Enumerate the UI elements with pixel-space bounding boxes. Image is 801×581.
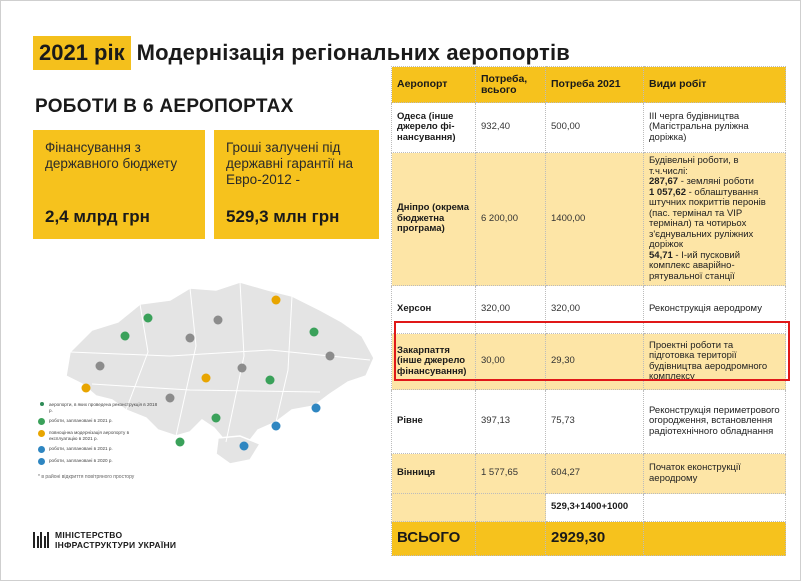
cell-works: Реконструкція периметрового огородження, встановлення радіотехнічного обладнання (644, 390, 786, 454)
cell-need-2021: 500,00 (546, 103, 644, 153)
airport-marker (214, 316, 223, 325)
airport-marker (82, 384, 91, 393)
title-year: 2021 рік (33, 36, 131, 70)
works-value: 54,71 (649, 249, 673, 261)
airport-marker (238, 364, 247, 373)
cell-works: ІІІ черга будівництва (Магістральна руліжна доріжка) (644, 103, 786, 153)
funding-box-guarantee (214, 130, 379, 239)
header-airport: Аеропорт (392, 67, 476, 103)
airport-marker (144, 314, 153, 323)
airports-table (391, 66, 786, 556)
cell-airport: Херсон (392, 286, 476, 334)
cell-need-2021: 1400,00 (546, 153, 644, 286)
works-intro: Будівельні роботи, в т.ч.числі: (649, 155, 739, 177)
airport-marker (166, 394, 175, 403)
cell-need-2021: 75,73 (546, 390, 644, 454)
legend-item (38, 418, 158, 425)
header-works: Види робіт (644, 67, 786, 103)
ministry-name-line1: МІНІСТЕРСТВО (55, 530, 123, 540)
cell-need-total: 1 577,65 (476, 454, 546, 494)
airport-marker (312, 404, 321, 413)
cell-works: Реконструкція аеродрому (644, 286, 786, 334)
airport-marker (202, 374, 211, 383)
airport-marker (310, 328, 319, 337)
legend-text: роботи, заплановані в 2021 р. (49, 446, 113, 451)
crimea-outline (216, 436, 260, 464)
airport-marker (96, 362, 105, 371)
airport-marker (272, 422, 281, 431)
funding-amount: 529,3 млн грн (226, 207, 340, 226)
table-row (392, 454, 786, 494)
cell-airport: Вінниця (392, 454, 476, 494)
cell-need-total: 6 200,00 (476, 153, 546, 286)
table-row (392, 390, 786, 454)
total-value: 2929,30 (546, 522, 644, 556)
total-label: ВСЬОГО (392, 522, 476, 556)
works-value: 287,67 (649, 176, 679, 187)
header-need-total: Потреба, всього (476, 67, 546, 103)
cell-works: Проектні роботи та підготовка території будівництва аеродромного комплексу (644, 334, 786, 390)
legend-dot-icon (40, 402, 44, 406)
funding-label: Фінансування з державного бюджету (45, 140, 178, 171)
works-text: - облаштування штучних покриттів перонів (пас. термінал та VIP термінал) та чотирьох з'єднувальних руліжних доріжок (649, 186, 766, 250)
funding-label: Гроші залучені під державні гарантії на Евро-2012 - (226, 140, 354, 187)
cell-airport: Закарпаття (інше джерело фінансування) (392, 334, 476, 390)
header-need-2021: Потреба 2021 (546, 67, 644, 103)
airport-marker (212, 414, 221, 423)
legend-item (38, 430, 158, 441)
ministry-logo (33, 530, 176, 550)
map-footnote: * в районі відкриття повітряного простору (38, 474, 135, 480)
legend-text: роботи, заплановані в 2021 р. (49, 418, 113, 423)
sum-formula: 529,3+1400+1000 (546, 494, 644, 522)
works-text: - І-ий пусковий комплекс аварійно-рятувальної станції (649, 249, 741, 282)
legend-dot-icon (38, 430, 45, 437)
ministry-name-line2: ІНФРАСТРУКТУРИ УКРАЇНИ (55, 540, 177, 550)
cell-need-2021: 29,30 (546, 334, 644, 390)
airport-marker (266, 376, 275, 385)
legend-item (38, 458, 158, 465)
airport-marker (272, 296, 281, 305)
legend-text: аеропорти, в яких проведена реконструкція в 2018 р. (49, 402, 158, 413)
funding-amount: 2,4 млрд грн (45, 207, 150, 226)
funding-box-budget (33, 130, 205, 239)
cell-need-2021: 604,27 (546, 454, 644, 494)
table-row (392, 153, 786, 286)
legend-dot-icon (38, 458, 45, 465)
page-title (33, 36, 570, 70)
legend-item (38, 446, 158, 453)
cell-need-total: 932,40 (476, 103, 546, 153)
airport-marker (326, 352, 335, 361)
section-subtitle: РОБОТИ В 6 АЕРОПОРТАХ (35, 96, 294, 117)
cell-works: Початок еконструкції аеродрому (644, 454, 786, 494)
map-legend (38, 402, 158, 470)
airport-marker (240, 442, 249, 451)
cell-airport: Дніпро (окрема бюджетна програма) (392, 153, 476, 286)
cell-airport: Одеса (інше джерело фі-нансування) (392, 103, 476, 153)
cell-airport: Рівне (392, 390, 476, 454)
legend-item (38, 402, 158, 413)
ministry-emblem-icon (33, 532, 49, 548)
table-row (392, 103, 786, 153)
cell-works (644, 153, 786, 286)
cell-need-total: 30,00 (476, 334, 546, 390)
cell-need-2021: 320,00 (546, 286, 644, 334)
sum-row (392, 494, 786, 522)
legend-text: роботи, заплановані в 2020 р. (49, 458, 113, 463)
airport-marker (176, 438, 185, 447)
ministry-name (55, 530, 176, 550)
airport-marker (186, 334, 195, 343)
legend-dot-icon (38, 446, 45, 453)
legend-text: повноцінна модернізація аеропорту в експлуатацію в 2021 р. (49, 430, 130, 441)
works-text: - земляні роботи (678, 176, 754, 187)
cell-need-total: 397,13 (476, 390, 546, 454)
airport-marker (121, 332, 130, 341)
works-value: 1 057,62 (649, 186, 686, 198)
cell-need-total: 320,00 (476, 286, 546, 334)
title-text: Модернізація регіональних аеропортів (136, 40, 571, 65)
highlight-box (394, 321, 790, 381)
legend-dot-icon (38, 418, 45, 425)
total-row (392, 522, 786, 556)
